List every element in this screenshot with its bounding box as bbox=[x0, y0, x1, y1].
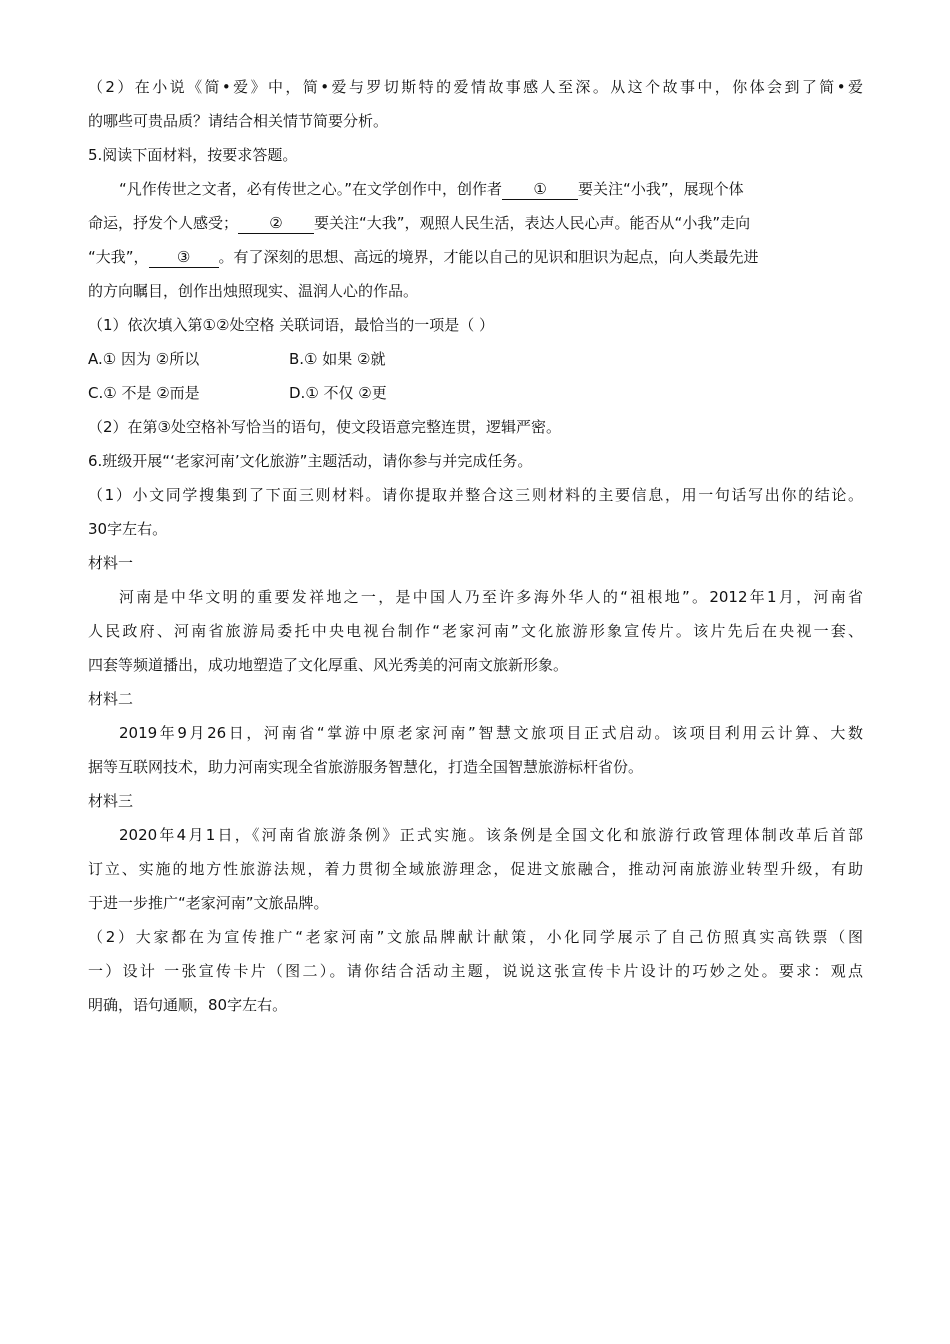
material-1-label: 材料一 bbox=[88, 554, 134, 572]
material-2-label: 材料二 bbox=[88, 690, 134, 708]
material-3-line2: 订立、实施的地方性旅游法规，着力贯彻全域旅游理念，促进文旅融合，推动河南旅游业转型升级，有助 bbox=[88, 860, 863, 878]
q4-sub2-line2: 的哪些可贵品质？请结合相关情节简要分析。 bbox=[88, 112, 389, 130]
document-page bbox=[88, 70, 863, 1022]
option-b: B.① 如果 ②就 bbox=[289, 350, 386, 368]
q5-passage-line1 bbox=[88, 172, 863, 206]
material-1-line2: 人民政府、河南省旅游局委托中央电视台制作“老家河南”文化旅游形象宣传片。该片先后在央视一套、 bbox=[88, 622, 863, 640]
option-d: D.① 不仅 ②更 bbox=[289, 384, 387, 402]
q5-sub1: （1）依次填入第①②处空格 关联词语，最恰当的一项是（ ） bbox=[88, 316, 494, 334]
material-1-line1: 河南是中华文明的重要发祥地之一，是中国人乃至许多海外华人的“祖根地”。2012年1月，河南省 bbox=[119, 588, 863, 606]
q6-title: 6.班级开展“‘老家河南’文化旅游”主题活动，请你参与并完成任务。 bbox=[88, 452, 533, 470]
material-1-line3: 四套等频道播出，成功地塑造了文化厚重、风光秀美的河南文旅新形象。 bbox=[88, 656, 569, 674]
q5-passage-text: 命运，抒发个人感受； bbox=[88, 214, 239, 232]
q5-options-row1 bbox=[88, 342, 863, 376]
q5-passage-line2 bbox=[88, 206, 863, 240]
material-3-line3: 于进一步推广“老家河南”文旅品牌。 bbox=[88, 894, 329, 912]
q6-sub2-line1: （2）大家都在为宣传推广“老家河南”文旅品牌献计献策，小化同学展示了自己仿照真实高铁票（图 bbox=[88, 928, 863, 946]
option-a: A.① 因为 ②所以 bbox=[88, 350, 200, 368]
blank-1: ① bbox=[502, 179, 578, 200]
q5-title: 5.阅读下面材料，按要求答题。 bbox=[88, 146, 298, 164]
q6-sub2-line2: 一）设计 一张宣传卡片（图二）。请你结合活动主题，说说这张宣传卡片设计的巧妙之处。要求：观点 bbox=[88, 962, 863, 980]
blank-3: ③ bbox=[149, 247, 219, 268]
q5-passage-line4: 的方向瞩目，创作出烛照现实、温润人心的作品。 bbox=[88, 282, 419, 300]
q5-passage-text: 。有了深刻的思想、高远的境界，才能以自己的见识和胆识为起点，向人类最先进 bbox=[218, 248, 759, 266]
q6-sub2-line3: 明确，语句通顺，80字左右。 bbox=[88, 996, 288, 1014]
material-3-label: 材料三 bbox=[88, 792, 134, 810]
material-2-line2: 据等互联网技术，助力河南实现全省旅游服务智慧化，打造全国智慧旅游标杆省份。 bbox=[88, 758, 644, 776]
q5-passage-line3 bbox=[88, 240, 863, 274]
q6-sub1-line1: （1）小文同学搜集到了下面三则材料。请你提取并整合这三则材料的主要信息，用一句话写出你的结论。 bbox=[88, 486, 863, 504]
q5-passage-text: 要关注“小我”，展现个体 bbox=[578, 180, 744, 198]
q5-sub2: （2）在第③处空格补写恰当的语句，使文段语意完整连贯，逻辑严密。 bbox=[88, 418, 561, 436]
material-2-line1: 2019年9月26日，河南省“掌游中原老家河南”智慧文旅项目正式启动。该项目利用云计算、大数 bbox=[119, 724, 863, 742]
q5-passage-text: “大我”， bbox=[88, 248, 149, 266]
q5-options-row2 bbox=[88, 376, 863, 410]
blank-2: ② bbox=[238, 213, 314, 234]
q4-sub2-line1: （2）在小说《简•爱》中，简•爱与罗切斯特的爱情故事感人至深。从这个故事中，你体会到了简•爱 bbox=[88, 78, 863, 96]
q5-passage-text: “凡作传世之文者，必有传世之心。”在文学创作中，创作者 bbox=[119, 180, 503, 198]
material-3-line1: 2020年4月1日，《河南省旅游条例》正式实施。该条例是全国文化和旅游行政管理体制改革后首部 bbox=[119, 826, 863, 844]
option-c: C.① 不是 ②而是 bbox=[88, 384, 200, 402]
q5-passage-text: 要关注“大我”，观照人民生活，表达人民心声。能否从“小我”走向 bbox=[314, 214, 751, 232]
q6-sub1-line2: 30字左右。 bbox=[88, 520, 168, 538]
